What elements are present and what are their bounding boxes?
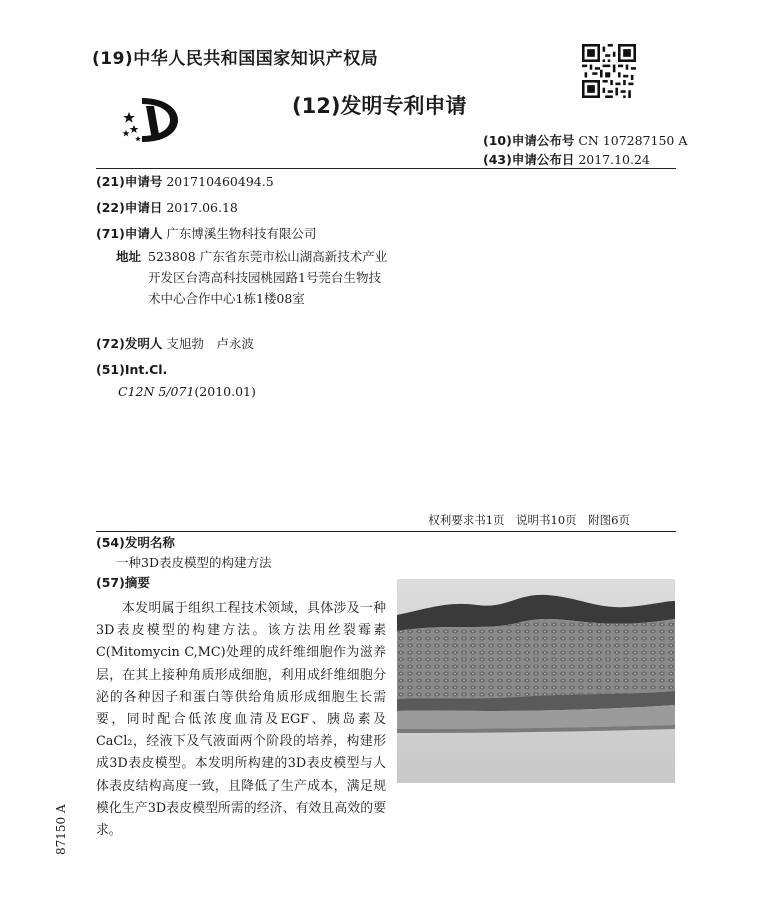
invention-title-label: (54)发明名称: [96, 535, 175, 550]
filing-date-label: (22)申请日: [96, 200, 163, 215]
office-name: (19)中华人民共和国国家知识产权局: [92, 49, 379, 69]
application-number-label: (21)申请号: [96, 174, 163, 189]
document-type: (12)发明专利申请: [292, 94, 467, 118]
page-counts: 权利要求书1页 说明书10页 附图6页: [428, 513, 630, 527]
ipc-version: (2010.01): [194, 384, 256, 399]
invention-title-label-wrap: [96, 532, 175, 554]
inventor-label: (72)发明人: [96, 336, 163, 351]
publication-date-row: [483, 150, 650, 168]
publication-date-label: (43)申请公布日: [483, 152, 575, 167]
address-label-wrap: [116, 246, 141, 267]
inventor-field: [96, 333, 254, 355]
applicant-name: 广东博溪生物科技有限公司: [166, 226, 317, 241]
abstract-figure-micrograph: [397, 579, 675, 783]
applicant-label: (71)申请人: [96, 226, 163, 241]
abstract-label: (57)摘要: [96, 575, 150, 590]
cnipa-logo: [120, 92, 182, 144]
publication-number-row: [483, 131, 687, 149]
ipc-code: C12N 5/071: [118, 384, 195, 399]
publication-date: 2017.10.24: [578, 152, 650, 167]
header-divider: [96, 168, 676, 169]
address-label: 地址: [116, 249, 142, 264]
invention-title: 一种3D表皮模型的构建方法: [116, 555, 272, 570]
qr-code: [582, 44, 636, 98]
applicant-address: 523808 广东省东莞市松山湖高新技术产业开发区台湾高科技园桃园路1号莞台生物技术中心合作中心1栋1楼08室: [148, 249, 388, 306]
ipc-label: (51)Int.Cl.: [96, 362, 168, 377]
ipc-field: [96, 359, 167, 381]
publication-number: CN 107287150 A: [578, 133, 688, 148]
application-number: 201710460494.5: [166, 174, 274, 189]
side-publication-number: 87150 A: [54, 804, 68, 855]
ipc-classification: [118, 384, 256, 399]
applicant-field: [96, 223, 316, 245]
filing-date-field: [96, 197, 238, 219]
application-number-field: [96, 171, 274, 193]
abstract-label-wrap: [96, 572, 150, 594]
abstract-divider: [96, 531, 676, 532]
abstract-text: 本发明属于组织工程技术领域，具体涉及一种3D表皮模型的构建方法。该方法用丝裂霉素C(Mitomycin C,MC)处理的成纤维细胞作为滋养层，在其上接种角质形成细胞，利用成纤维细胞分泌的各种因子和蛋白等供给角质形成细胞生长需要，同时配合低浓度血清及EGF、胰岛素及CaCl₂，经液下及气液面两个阶段的培养，构建形成3D表皮模型。本发明所构建的3D表皮模型与人体表皮结构高度一致，且降低了生产成本，满足规模化生产3D表皮模型所需的经济、有效且高效的要求。: [96, 601, 386, 839]
publication-number-label: (10)申请公布号: [483, 133, 575, 148]
filing-date: 2017.06.18: [166, 200, 238, 215]
inventor-names: 支旭勃 卢永波: [166, 336, 254, 351]
